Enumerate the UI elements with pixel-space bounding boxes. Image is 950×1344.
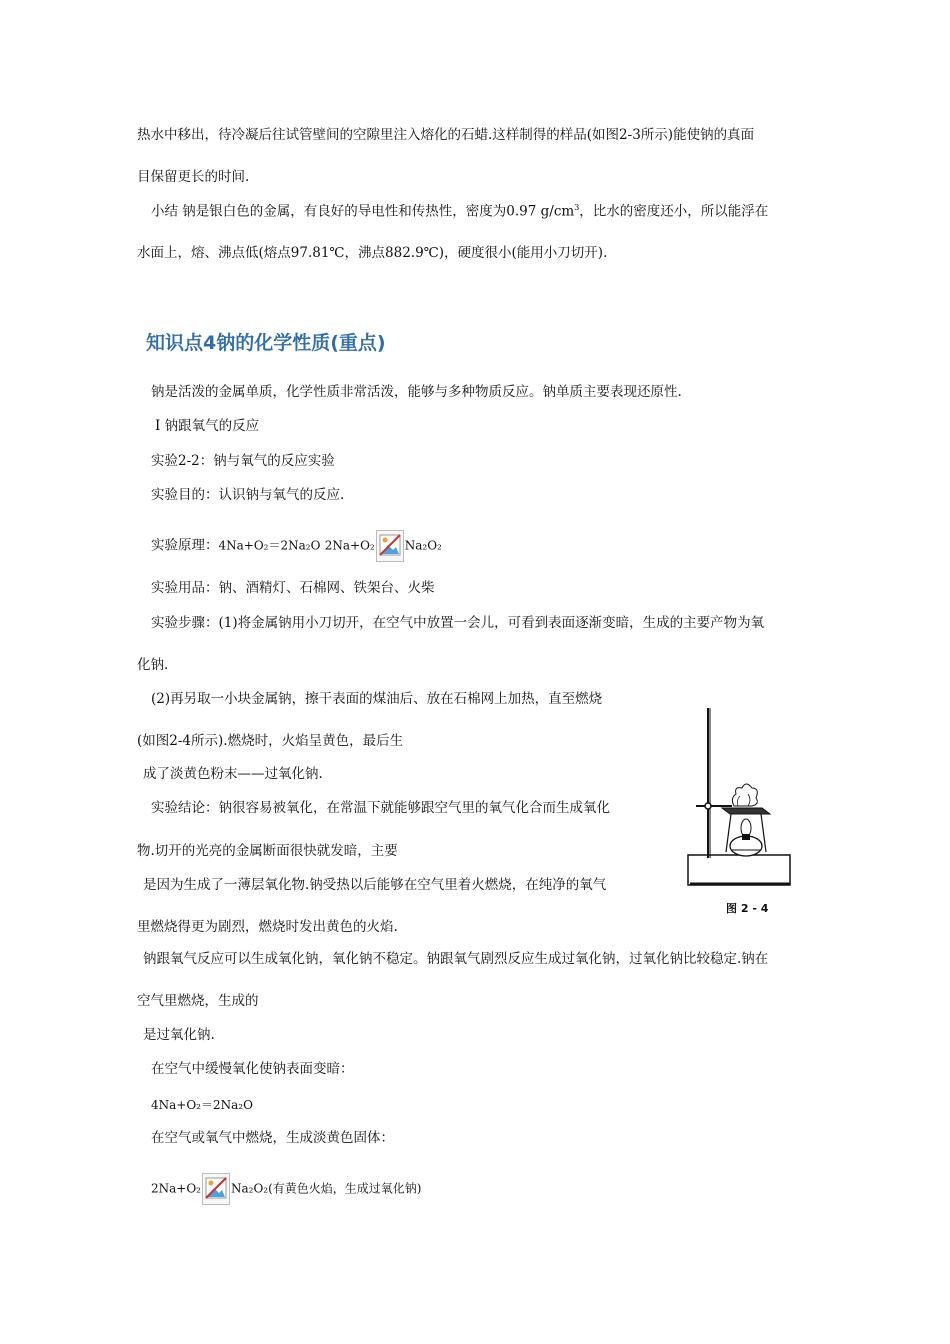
- conclusion-line1: 实验结论：钠很容易被氧化，在常温下就能够跟空气里的氧气化合而生成氧化: [151, 800, 610, 816]
- para1-line2: 目保留更长的时间.: [137, 169, 250, 185]
- summary-line2: 水面上，熔、沸点低(熔点97.81℃，沸点882.9℃)，硬度很小(能用小刀切开).: [137, 245, 608, 261]
- section-heading: 知识点4钠的化学性质(重点): [146, 332, 386, 354]
- slow-oxidation-label: 在空气中缓慢氧化使钠表面变暗：: [151, 1061, 354, 1077]
- exp-name: 实验2-2：钠与氧气的反应实验: [151, 453, 335, 469]
- steps-line3: (2)再另取一小块金属钠，擦干表面的煤油后、放在石棉网上加热，直至燃烧: [151, 691, 603, 707]
- conclusion-line2: 物.切开的光亮的金属断面很快就发暗，主要: [137, 843, 398, 859]
- slow-oxidation-equation: 4Na+O₂＝2Na₂O: [151, 1098, 253, 1112]
- image-placeholder-icon: [202, 1173, 230, 1205]
- steps-line2: 化钠.: [137, 657, 169, 673]
- materials: 实验用品：钠、酒精灯、石棉网、铁架台、火柴: [151, 580, 435, 596]
- principle-label: 实验原理：: [151, 537, 219, 554]
- intro-text: 钠是活泼的金属单质，化学性质非常活泼，能够与多种物质反应。钠单质主要表现还原性.: [151, 384, 682, 400]
- image-placeholder-icon: [376, 530, 404, 562]
- summary-text-pre: 小结 钠是银白色的金属，有良好的导电性和传热性，密度为0.97 g/cm: [151, 203, 575, 220]
- summary-text-post: ，比水的密度还小，所以能浮在: [579, 203, 769, 220]
- exp-principle: [151, 530, 442, 562]
- apparatus-figure: [686, 700, 798, 920]
- summary-superscript: 3: [574, 203, 580, 212]
- burning-eq-left: 2Na+O₂: [151, 1181, 201, 1196]
- equation-1: 4Na+O₂＝2Na₂O: [218, 538, 321, 553]
- figure-caption: 图 2 - 4: [726, 902, 769, 915]
- summary2-line3: 是过氧化钠.: [143, 1027, 215, 1043]
- summary-line1: [151, 204, 768, 219]
- para1-line1: 热水中移出，待冷凝后往试管壁间的空隙里注入熔化的石蜡.这样制得的样品(如图2-3所示)能使钠的真面: [137, 127, 755, 143]
- burning-equation: [151, 1173, 421, 1205]
- steps-line4: (如图2-4所示).燃烧时，火焰呈黄色，最后生: [137, 733, 404, 749]
- burning-eq-right: Na₂O₂(有黄色火焰，生成过氧化钠): [231, 1181, 422, 1196]
- conclusion-line3: 是因为生成了一薄层氧化物.钠受热以后能够在空气里着火燃烧，在纯净的氧气: [143, 877, 607, 893]
- steps-line5: 成了淡黄色粉末——过氧化钠.: [143, 766, 323, 782]
- exp-purpose: 实验目的：认识钠与氧气的反应.: [151, 487, 345, 503]
- burning-label: 在空气或氧气中燃烧，生成淡黄色固体：: [151, 1130, 394, 1146]
- equation-2-left: 2Na+O₂: [324, 538, 375, 553]
- summary2-line2: 空气里燃烧，生成的: [137, 993, 259, 1009]
- summary2-line1: 钠跟氧气反应可以生成氧化钠，氧化钠不稳定。钠跟氧气剧烈反应生成过氧化钠，过氧化钠比较稳定.钠在: [143, 951, 769, 967]
- equation-2-right: Na₂O₂: [404, 538, 442, 553]
- conclusion-line4: 里燃烧得更为剧烈，燃烧时发出黄色的火焰.: [137, 919, 398, 935]
- steps-line1: 实验步骤：(1)将金属钠用小刀切开，在空气中放置一会儿，可看到表面逐渐变暗，生成的主要产物为氧: [151, 615, 765, 631]
- section1-title: Ⅰ 钠跟氧气的反应: [155, 418, 260, 434]
